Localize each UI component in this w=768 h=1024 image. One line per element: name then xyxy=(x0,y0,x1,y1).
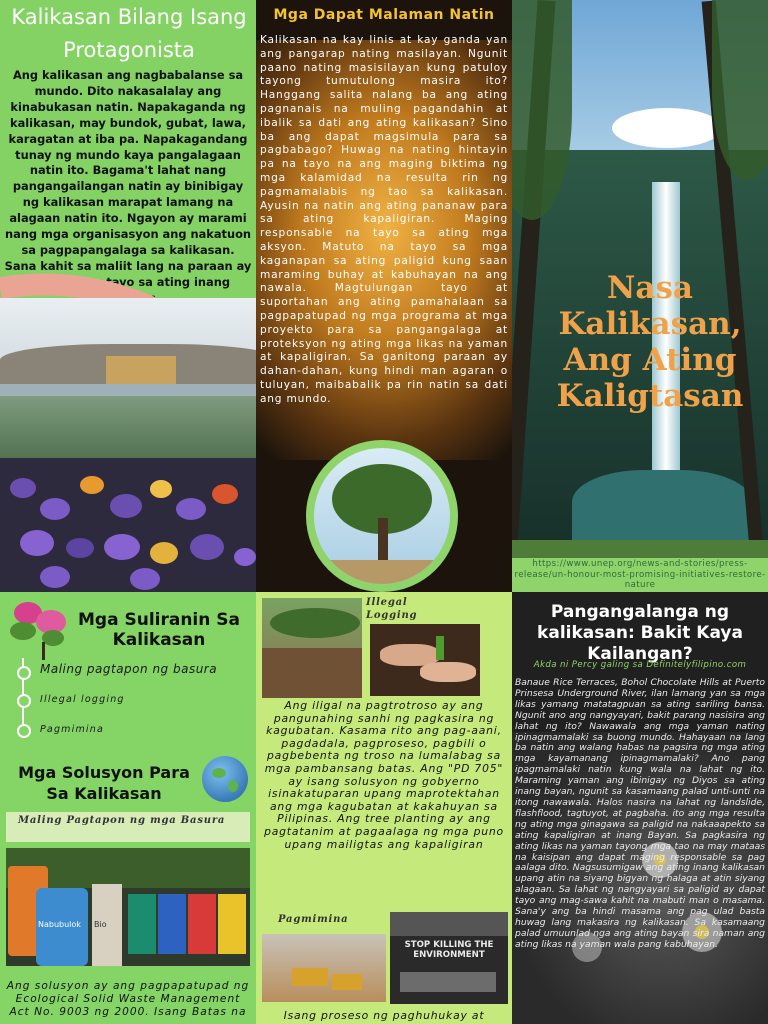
recycling-bins-photo xyxy=(6,848,250,966)
panel3-title: Nasa Kalikasan, Ang Ating Kaligtasan xyxy=(556,270,744,414)
source-url-strip xyxy=(512,558,768,592)
panel1-body: Ang kalikasan ang nagbabalanse sa mundo. Dito nakasalalay ang kinabukasan natin. Napakaganda ng kalikasan, may bundok, gubat, lawa, karagatan at iba pa. Napakagandang tunay ng mundo kaya pangalagaan natin ito. Bagama't lahat nang pangangailangan natin ay binibigay ng kalikasan marapat lamang na alagaan natin ito. Ngayon ay marami nang mga organisasyon ang nakatuon sa pagpapangalaga sa kalikasan. Sana kahit sa maliit lang na paraan ay makatulong tayo sa ating inang xyxy=(4,68,252,289)
panel-suliranin xyxy=(0,592,256,1024)
panel4-bottom-text: Ang solusyon ay ang pagpapatupad ng Ecological Solid Waste Management Act No. 9003 ng 2000. Isang Batas na xyxy=(6,980,250,1018)
panel5-text2: Isang proseso ng paghuhukay at xyxy=(283,1009,485,1022)
panel4-title1: Mga Suliranin Sa Kalikasan xyxy=(78,610,240,650)
palace-building xyxy=(106,356,176,384)
panel-dapat-malaman xyxy=(256,0,512,592)
illegal-logging-label: Illegal Logging xyxy=(366,597,418,621)
panel2-title: Mga Dapat Malaman Natin xyxy=(273,7,495,23)
sub-label: Maling Pagtapon ng mga Basura xyxy=(18,815,226,826)
panel4-title2: Mga Solusyon Para Sa Kalikasan xyxy=(18,763,190,803)
bin-label-2: Bio xyxy=(94,920,107,929)
problem-1: Maling pagtapon ng basura xyxy=(40,662,218,676)
protest-photo xyxy=(390,912,508,1004)
globe-icon xyxy=(202,756,248,802)
tree-circle-photo xyxy=(306,440,458,592)
panel-pangangalaga xyxy=(512,592,768,1024)
source-url[interactable]: https://www.unep.org/news-and-stories/press-release/un-honour-most-promising-initiatives-restore-nature xyxy=(514,559,766,591)
panel-nasa-kalikasan xyxy=(512,0,768,592)
panel5-text1: Ang iligal na pagtrotroso ay ang pangunahing sanhi ng pagkasira ng kagubatan. Kasama rito ang pag-aani, pagdadala, pagproseso, pagbili o pagbebenta ng troso na lumalabag sa mga pambansang batas. Ang "PD 705" ay isang solusyon ng gobyerno isinakatuparan upang maprotektahan ang mga kagubatan at kakahuyan sa Pilipinas. Ang tree planting ay ang pagtatanim at pagaalaga ng mga puno upang mailigtas ang kapaligiran xyxy=(264,699,504,851)
panel-illegal-logging xyxy=(256,592,512,1024)
byline: Akda ni Percy galing sa Definitelyfilipino.com xyxy=(533,660,747,670)
panel-kalikasan-protagonista xyxy=(0,0,256,592)
seedling-hands-photo xyxy=(370,624,480,696)
panel2-body: Kalikasan na kay linis at kay ganda yan ang pangarap nating masilayan. Ngunit paano nating masisilayan kung patuloy tayong tumutulong masira ito? Hanggang salita nalang ba ang ating pagnanais na muling pagandahin at ibalik sa dati ang ating kalikasan? Sino ba ang dapat magsimula para sa pagbabago? Huwag na nating hintayin pa na tayo na ang maging biktima ng mga kalamidad na resulta rin ng pagmamalabis ng tao sa kalikasan. Ayusin na natin ang ating pananaw para sa ating kapaligiran. Maging responsable na tayo sa ating mga aksyon. Matuto na tayo sa mga kaganapan sa ating paligid kung saan maraming buhay at kabuhayan na ang nawala. Magtulungan tayo at suportahan ang ating pamahalaan sa pagpapatupad ng mga programa at mga proyekto para sa pangangalaga at proteksyon ng ating mga likas na yaman at kapaligiran. Sa ganitong paraan ay dahan-dahan, kung hindi man agaran o tuluyan, maibabalik pa rin natin sa dati ang mundo. xyxy=(260,34,508,405)
problem-3: Pagmimina xyxy=(40,724,105,735)
panel6-body: Banaue Rice Terraces, Bohol Chocolate Hills at Puerto Prinsesa Underground River, ilan lamang yan sa mga likas yamang matatagpuan sa ating sariling bansa. Ngunit ano ang nangyayari, bakit parang nasisira ang lahat ng ito? Nawawala ang mga yaman nating ipinagmamalaki sa buong mundo. Hahayaan na lang ba natin ang walang habas na pagsira ng mga ating mga kayamanang ipinagmamalaki? Ano pang ipagmamalaki natin kung wala na lahat ng ito. Maraming yaman ang ibinigay ng Diyos sa ating inang bayan, ngunit sa kasamaang palad unti-unti na itong nawawala. Halos nasira na lahat ng landslide, flashflood, tagtuyot, at pagbaha. ito ang mga resulta ng ating mga ginagawa sa paligid na nakaaapekto sa ating kapaligiran at inang Bayan. Sa pagkasira ng ating likas na yaman tayong mga tao na may mataas na kaisipan ang dapat maging responsable sa pag aalaga dito. Nagsusumigaw ang ating inang kalikasan upang atin na siyang bigyan ng halaga at atin siyang alagaan. Sa lahat ng nangyayari sa paligid ay dapat tayo ang mag-sawa kahit na mabuti man o masama. Sana'y ang ba hindi masama ang pag ulad basta huwag lang makasira ng kalikasan. Sa kasamaang palad umuunlad nga ang ating bayan sira naman ang ating likas na yaman wala pang kabuhayan. xyxy=(515,677,765,950)
panel1-title: Kalikasan Bilang Isang Protagonista xyxy=(11,5,247,62)
panel6-title: Pangangalanga ng kalikasan: Bakit Kaya Kailangan? xyxy=(537,602,743,664)
flower-garden-photo xyxy=(0,298,256,592)
pagmimina-label: Pagmimina xyxy=(278,914,349,925)
protest-sign: STOP KILLING THE ENVIRONMENT xyxy=(404,940,494,960)
problem-2: Illegal logging xyxy=(40,694,125,705)
deforestation-photo xyxy=(262,598,362,698)
bin-label-1: Nabubulok xyxy=(38,920,81,929)
mining-photo xyxy=(262,934,386,1002)
